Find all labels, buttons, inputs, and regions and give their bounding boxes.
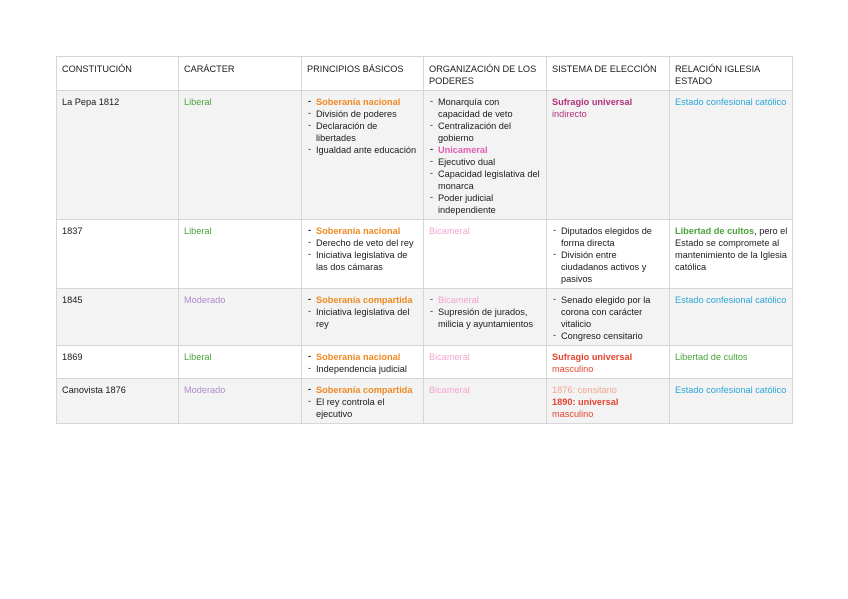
cell-sistema bbox=[547, 379, 670, 424]
cell-organizacion: Bicameral bbox=[424, 379, 547, 424]
sistema-line: masculino bbox=[552, 409, 594, 419]
principio-item: - Igualdad ante educación bbox=[307, 144, 419, 156]
sistema-line: masculino bbox=[552, 364, 594, 374]
cell-principios bbox=[302, 91, 424, 220]
principio-item: - Soberanía nacional bbox=[307, 225, 419, 237]
header-organizacion: ORGANIZACIÓN DE LOS PODERES bbox=[424, 57, 547, 91]
relacion-highlight: Libertad de cultos bbox=[675, 226, 755, 236]
principio-item: - Derecho de veto del rey bbox=[307, 237, 419, 249]
organizacion-item: - Capacidad legislativa del monarca bbox=[429, 168, 542, 192]
table-row-1869 bbox=[57, 346, 793, 379]
sistema-line: Sufragio universal bbox=[552, 97, 633, 107]
header-constitucion: CONSTITUCIÓN bbox=[57, 57, 179, 91]
cell-sistema bbox=[547, 220, 670, 289]
cell-caracter: Liberal bbox=[179, 91, 302, 220]
cell-sistema bbox=[547, 91, 670, 220]
principio-item: - Soberanía nacional bbox=[307, 351, 419, 363]
principio-item: - El rey controla el ejecutivo bbox=[307, 396, 419, 420]
cell-caracter: Moderado bbox=[179, 289, 302, 346]
table-row-1812 bbox=[57, 91, 793, 220]
cell-constitucion: 1845 bbox=[57, 289, 179, 346]
header-row bbox=[57, 57, 793, 91]
table-row-1845 bbox=[57, 289, 793, 346]
organizacion-item: - Centralización del gobierno bbox=[429, 120, 542, 144]
cell-sistema bbox=[547, 346, 670, 379]
principio-item: - Declaración de libertades bbox=[307, 120, 419, 144]
header-principios: PRINCIPIOS BÁSICOS bbox=[302, 57, 424, 91]
cell-constitucion: 1837 bbox=[57, 220, 179, 289]
sistema-line: Sufragio universal bbox=[552, 352, 633, 362]
sistema-item: - División entre ciudadanos activos y pasivos bbox=[552, 249, 665, 285]
cell-relacion: Libertad de cultos bbox=[670, 346, 793, 379]
cell-organizacion bbox=[424, 289, 547, 346]
cell-sistema bbox=[547, 289, 670, 346]
organizacion-item: - Supresión de jurados, milicia y ayuntamientos bbox=[429, 306, 542, 330]
cell-caracter: Moderado bbox=[179, 379, 302, 424]
cell-constitucion: 1869 bbox=[57, 346, 179, 379]
sistema-item: - Diputados elegidos de forma directa bbox=[552, 225, 665, 249]
sistema-item: - Congreso censitario bbox=[552, 330, 665, 342]
sistema-line: 1876: censitario bbox=[552, 385, 617, 395]
principio-item: - Soberanía nacional bbox=[307, 96, 419, 108]
principio-item: - Iniciativa legislativa de las dos cámaras bbox=[307, 249, 419, 273]
organizacion-item: - Unicameral bbox=[429, 144, 542, 156]
cell-relacion: Estado confesional católico bbox=[670, 379, 793, 424]
constitutions-table bbox=[56, 56, 793, 424]
cell-principios bbox=[302, 220, 424, 289]
header-sistema: SISTEMA DE ELECCIÓN bbox=[547, 57, 670, 91]
cell-relacion: Estado confesional católico bbox=[670, 91, 793, 220]
cell-caracter: Liberal bbox=[179, 346, 302, 379]
organizacion-item: - Poder judicial independiente bbox=[429, 192, 542, 216]
principio-item: - División de poderes bbox=[307, 108, 419, 120]
cell-principios bbox=[302, 379, 424, 424]
principio-item: - Independencia judicial bbox=[307, 363, 419, 375]
cell-organizacion bbox=[424, 91, 547, 220]
header-caracter: CARÁCTER bbox=[179, 57, 302, 91]
cell-principios bbox=[302, 346, 424, 379]
organizacion-item: - Ejecutivo dual bbox=[429, 156, 542, 168]
sistema-line: 1890: universal bbox=[552, 397, 619, 407]
cell-relacion bbox=[670, 220, 793, 289]
cell-organizacion: Bicameral bbox=[424, 220, 547, 289]
sistema-line: indirecto bbox=[552, 109, 587, 119]
cell-caracter: Liberal bbox=[179, 220, 302, 289]
table-row-1876 bbox=[57, 379, 793, 424]
cell-principios bbox=[302, 289, 424, 346]
relacion-text: , pero el Estado se compromete al mantenimiento de la Iglesia católica bbox=[675, 226, 788, 272]
organizacion-item: - Bicameral bbox=[429, 294, 542, 306]
cell-constitucion: Canovista 1876 bbox=[57, 379, 179, 424]
principio-item: - Soberanía compartida bbox=[307, 384, 419, 396]
table-row-1837 bbox=[57, 220, 793, 289]
cell-constitucion: La Pepa 1812 bbox=[57, 91, 179, 220]
sistema-item: - Senado elegido por la corona con carácter vitalicio bbox=[552, 294, 665, 330]
principio-item: - Iniciativa legislativa del rey bbox=[307, 306, 419, 330]
cell-organizacion: Bicameral bbox=[424, 346, 547, 379]
organizacion-item: - Monarquía con capacidad de veto bbox=[429, 96, 542, 120]
header-relacion: RELACIÓN IGLESIA ESTADO bbox=[670, 57, 793, 91]
cell-relacion: Estado confesional católico bbox=[670, 289, 793, 346]
principio-item: - Soberanía compartida bbox=[307, 294, 419, 306]
